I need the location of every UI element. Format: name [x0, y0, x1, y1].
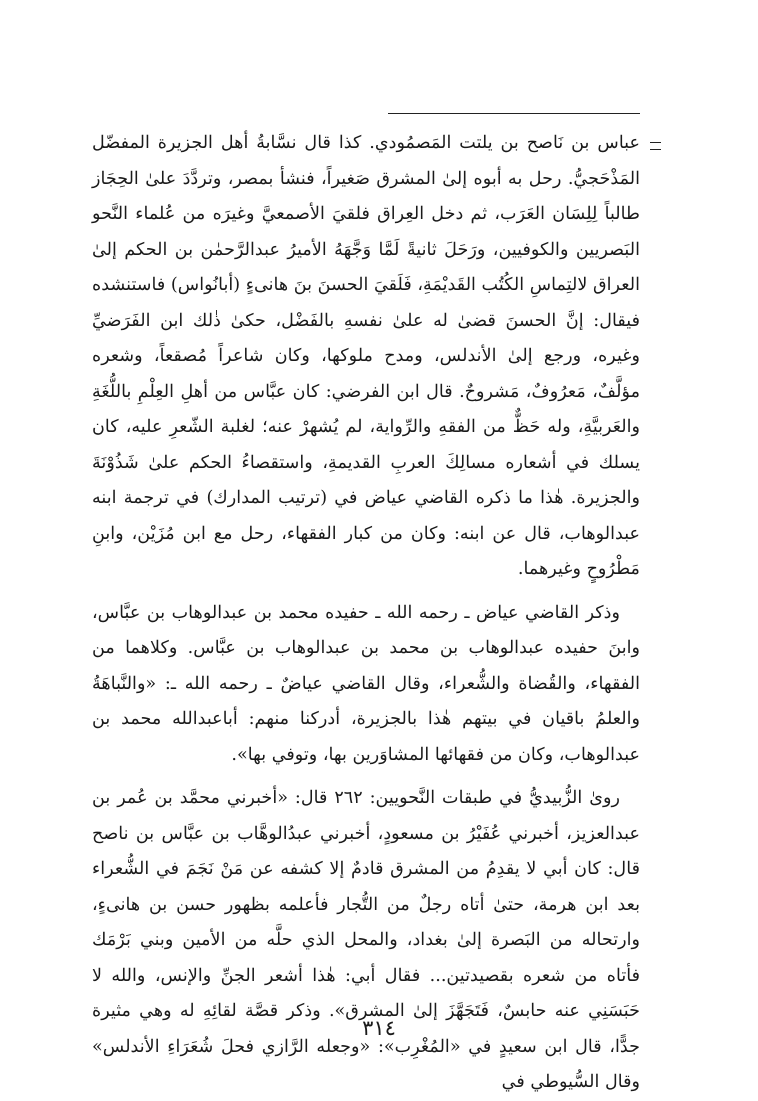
- paragraph-1: عباس بن نَاصح بن يلتت المَصمُودي. كذا قال نسَّابةُ أهل الجزيرة المفضّل المَذْحَجيُّ. رحل به أبوه إلىٰ المشرق صَغيراً، فنشأ بمصر، وتردَّدَ علىٰ الحِجَاز طالباً لِلِسَان العَرَب، ثم دخل العِراق فلقيَ الأصمعيَّ وغيرَه من عُلماء النَّحو البَصريين والكوفيين، ورَحَلَ ثانيةً لَمَّا وَجَّهَهُ الأميرُ عبدالرَّحمٰن بن الحكم إلىٰ العراق لالتِماسِ الكُتُب القَديْمَةِ، فَلَقيَ الحسنَ بنَ هانىءٍ (أبانُواس) فاستنشده فيقال: إنَّ الحسنَ قضىٰ له علىٰ نفسهِ بالفَضْل، حكىٰ ذٰلك ابن الفَرَضيِّ وغيره، ورجع إلىٰ الأندلس، ومدح ملوكها، وكان شاعراً مُصقعاً، وشعره مؤلَّفٌ، مَعرُوفٌ، مَشروحٌ. قال ابن الفرضي: كان عبَّاس من أهلِ العِلْمِ باللُّغَةِ والعَربيَّةِ، وله حَظٌّ من الفقهِ والرِّواية، لم يُشهرْ عنه؛ لغلبة الشّعرِ عليه، كان يسلك في أشعاره مسالِكَ العربِ القديمةِ، واستقصاءُ الحكم علىٰ شَذُوْنَةَ والجزيرة. هٰذا ما ذكره القاضي عياض في (ترتيب المدارك) في ترجمة ابنه عبدالوهاب، قال عن ابنه: وكان من كبار الفقهاء، رحل مع ابن مُزَيْن، وابنِ مَطْرُوحٍ وغيرهما.: [92, 133, 640, 579]
- paragraph-3: روىٰ الزُّبيديُّ في طبقات النَّحويين: ٢٦٢ قال: «أخبرني محمَّد بن عُمر بن عبدالعزيز، أخبرني عُفَيْرُ بن مسعودٍ، أخبرني عبدُالوهَّاب بن عبَّاس بن ناصح قال: كان أبي لا يقدِمُ من المشرق قادمٌ إلا كشفه عن مَنْ نَجَمَ في الشُّعراء بعد ابن هرمة، حتىٰ أتاه رجلٌ من التُّجار فأعلمه بظهور حسن بن هانىءٍ، وارتحاله من البَصرة إلىٰ بغداد، والمحل الذي حلَّه من الأمين وبني بَرْمَك فأتاه من شعره بقصيدتين... فقال أبي: هٰذا أشعر الجنِّ والإنس، والله لا حَبَسَنِي عنه حابسٌ، فَتَجَهَّزَ إلىٰ المشرق». وذكر قصَّة لقائِهِ له وهي مثيرة جدًّا، قال ابن سعيدٍ في «المُغْرِب»: «وجعله الرَّازي فحلَ شُعَرَاءِ الأندلس» وقال السُّيوطي في: [92, 788, 640, 1092]
- page-number: ٣١٤: [362, 1016, 396, 1040]
- footnote-separator-rule: [388, 113, 640, 114]
- footnote-continuation-mark: [650, 142, 661, 150]
- footnote-text-block: [92, 126, 640, 1101]
- paragraph-gap: [92, 588, 640, 596]
- paragraph-gap: [92, 773, 640, 781]
- paragraph-2: وذكر القاضي عياض ـ رحمه الله ـ حفيده محمد بن عبدالوهاب بن عبَّاس، وابنَ حفيده عبدالوهاب بن محمد بن عبدالوهاب بن عبَّاس. وكلاهما من الفقهاء، والقُضاة والشُّعراء، وقال القاضي عياضٌ ـ رحمه الله ـ: «والنَّباهَةُ والعلمُ باقيان في بيتهم هٰذا بالجزيرة، أدركنا منهم: أباعبدالله محمد بن عبدالوهاب، وكان من فقهائها المشاوَرين بها، وتوفي بها».: [92, 602, 640, 765]
